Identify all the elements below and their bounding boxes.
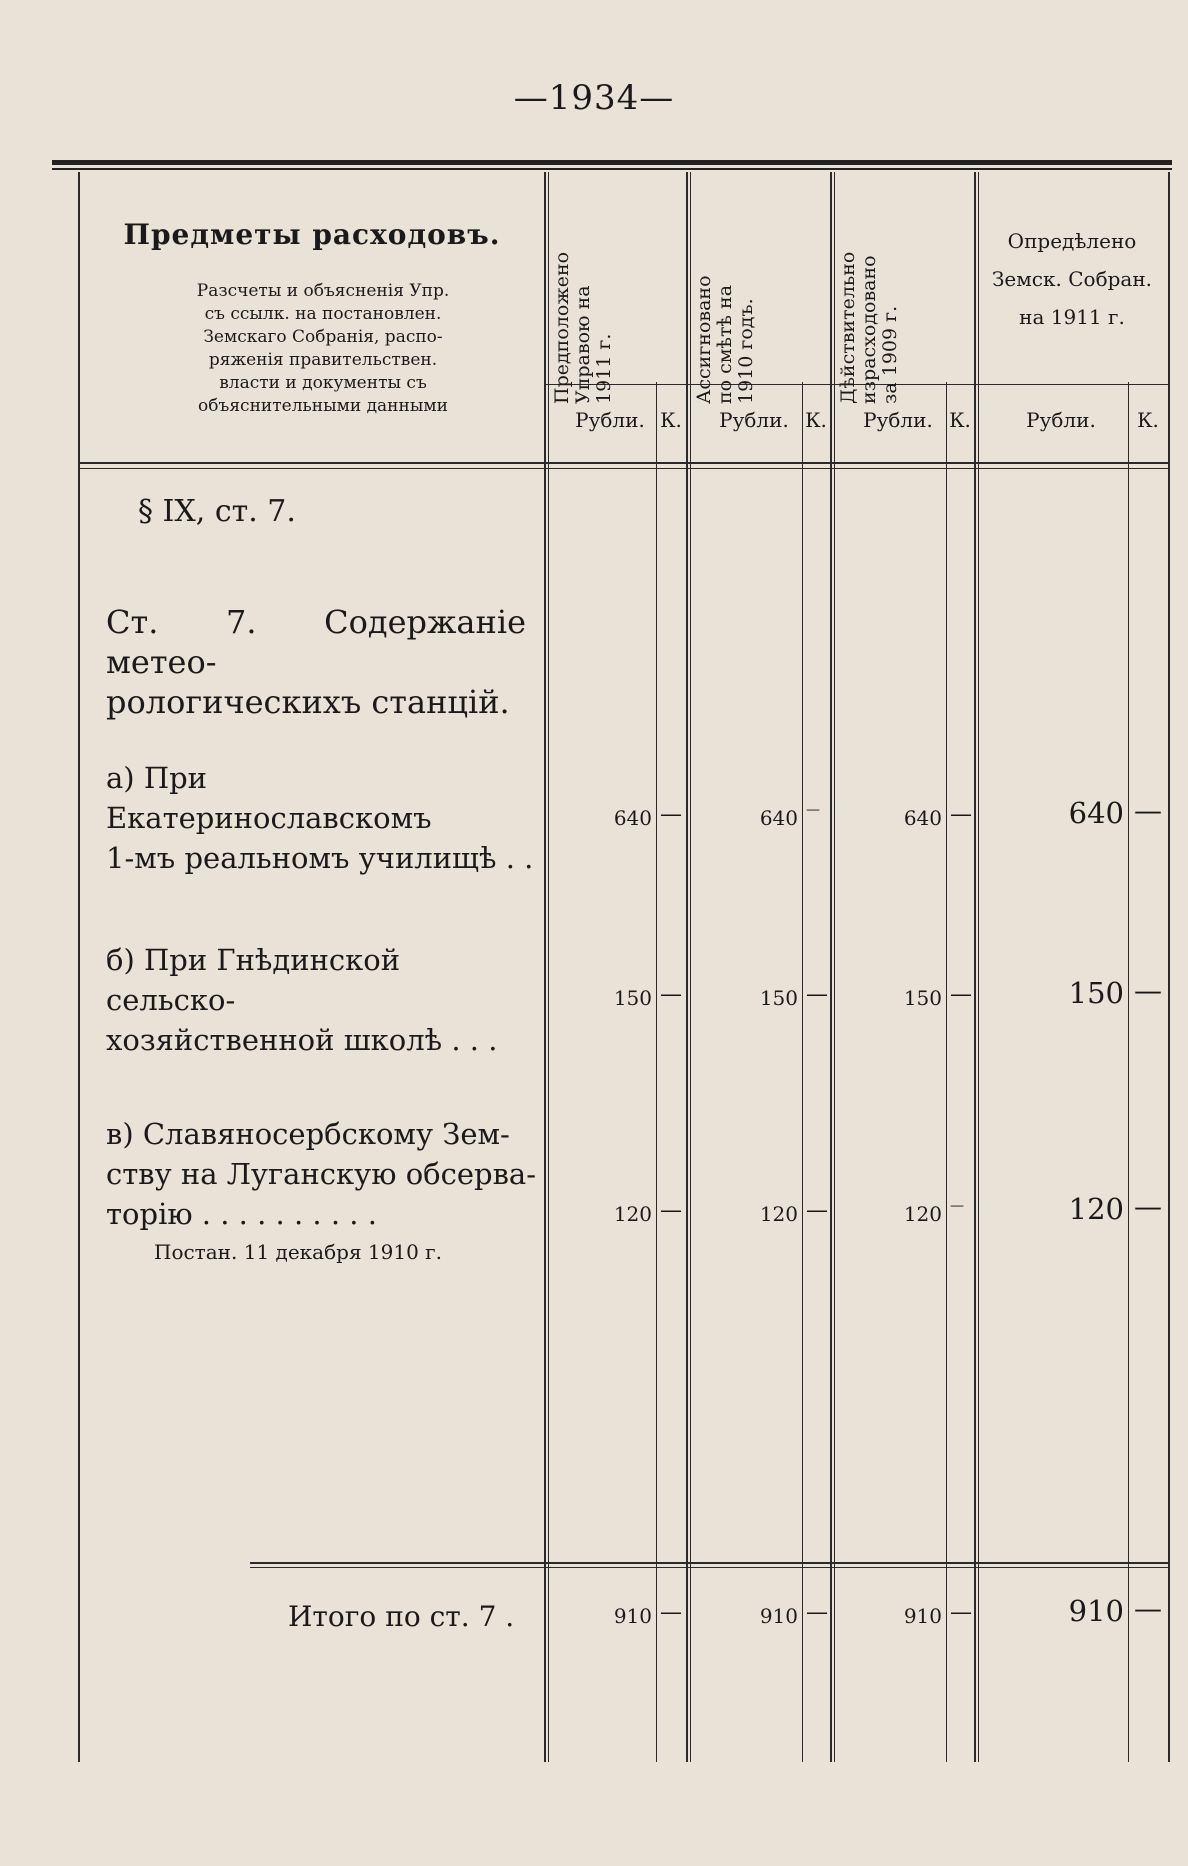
kop-dash: — (1134, 1190, 1162, 1223)
kop-divider (946, 382, 947, 1762)
kop-dash: — (806, 802, 820, 818)
kop-dash: — (950, 982, 972, 1007)
kop-dash: — (806, 982, 828, 1007)
col-header-assigned: Ассигновано по смѣтѣ на 1910 годъ. (693, 275, 757, 404)
kop-dash: — (806, 1198, 828, 1223)
kop-dash: — (950, 1198, 964, 1214)
col-divider-double (978, 172, 979, 1762)
value-approved: 640 (1068, 796, 1124, 830)
total-proposed: 910 (613, 1604, 652, 1628)
total-spent: 910 (903, 1604, 942, 1628)
value-assigned: 640 (759, 806, 798, 830)
table-border-right (1168, 172, 1170, 1762)
header-rule-double (78, 468, 1170, 469)
kop-dash: — (660, 1600, 682, 1625)
value-proposed: 640 (613, 806, 652, 830)
section-title: § IX, ст. 7. (138, 494, 296, 529)
total-rule-double (250, 1567, 1170, 1568)
kop-dash: — (660, 982, 682, 1007)
expense-item-c: в) Славяносербскому Зем- ству на Луганскую обсерва- торію . . . . . . . . . . (106, 1117, 537, 1231)
unit-rub: Рубли. (1026, 408, 1096, 432)
kop-dash: — (1134, 1592, 1162, 1625)
value-spent: 640 (903, 806, 942, 830)
kop-dash: — (1134, 974, 1162, 1007)
kop-divider (656, 382, 657, 1762)
top-rule-thin (52, 168, 1172, 170)
unit-kop: К. (660, 408, 682, 432)
value-approved: 150 (1068, 976, 1124, 1010)
kop-dash: — (950, 802, 972, 827)
article-title: Ст. 7. Содержаніе метео- рологическихъ станцій. (106, 603, 526, 721)
value-assigned: 120 (759, 1202, 798, 1226)
col-divider-double (548, 172, 549, 1762)
unit-rub: Рубли. (863, 408, 933, 432)
value-proposed: 120 (613, 1202, 652, 1226)
col-divider (544, 172, 546, 1762)
value-assigned: 150 (759, 986, 798, 1010)
top-rule (52, 160, 1172, 165)
value-approved: 120 (1068, 1192, 1124, 1226)
table-border-left (78, 172, 80, 1762)
col-divider (974, 172, 976, 1762)
expense-item-b: б) При Гнѣдинской сельско- хозяйственной школѣ . . . (106, 943, 498, 1057)
kop-divider (1128, 382, 1129, 1762)
col-divider-double (690, 172, 691, 1762)
kop-dash: — (950, 1600, 972, 1625)
total-approved: 910 (1068, 1594, 1124, 1628)
col-divider (686, 172, 688, 1762)
col-header-approved: Опредѣлено Земск. Собран. на 1911 г. (991, 229, 1153, 329)
value-proposed: 150 (613, 986, 652, 1010)
kop-dash: — (660, 1198, 682, 1223)
kop-dash: — (1134, 794, 1162, 827)
resolution-note: Постан. 11 декабря 1910 г. (154, 1240, 443, 1264)
expense-table (78, 172, 1170, 1762)
col-header-proposed: Предположено Управою на 1911 г. (551, 251, 615, 404)
total-label: Итого по ст. 7 . (288, 1600, 515, 1633)
unit-kop: К. (1137, 408, 1159, 432)
value-spent: 120 (903, 1202, 942, 1226)
table-title: Предметы расходовъ. (123, 218, 501, 251)
col-divider (830, 172, 832, 1762)
unit-kop: К. (805, 408, 827, 432)
unit-kop: К. (949, 408, 971, 432)
total-rule (250, 1562, 1170, 1564)
col-header-spent: Дѣйствительно израсходовано за 1909 г. (837, 251, 901, 404)
header-rule (78, 462, 1170, 464)
table-subtitle: Разсчеты и объясненія Упр. съ ссылк. на постановлен. Земскаго Собранія, распо- ряженія правительствен. власти и документы съ объяснительными данными (196, 281, 450, 416)
unit-rub: Рубли. (575, 408, 645, 432)
kop-dash: — (806, 1600, 828, 1625)
expense-item-a: а) При Екатеринославскомъ 1-мъ реальномъ училищѣ . . (106, 761, 534, 875)
page-number: —1934— (513, 78, 675, 118)
kop-dash: — (660, 802, 682, 827)
kop-divider (802, 382, 803, 1762)
unit-rub: Рубли. (719, 408, 789, 432)
value-spent: 150 (903, 986, 942, 1010)
total-assigned: 910 (759, 1604, 798, 1628)
col-divider-double (834, 172, 835, 1762)
